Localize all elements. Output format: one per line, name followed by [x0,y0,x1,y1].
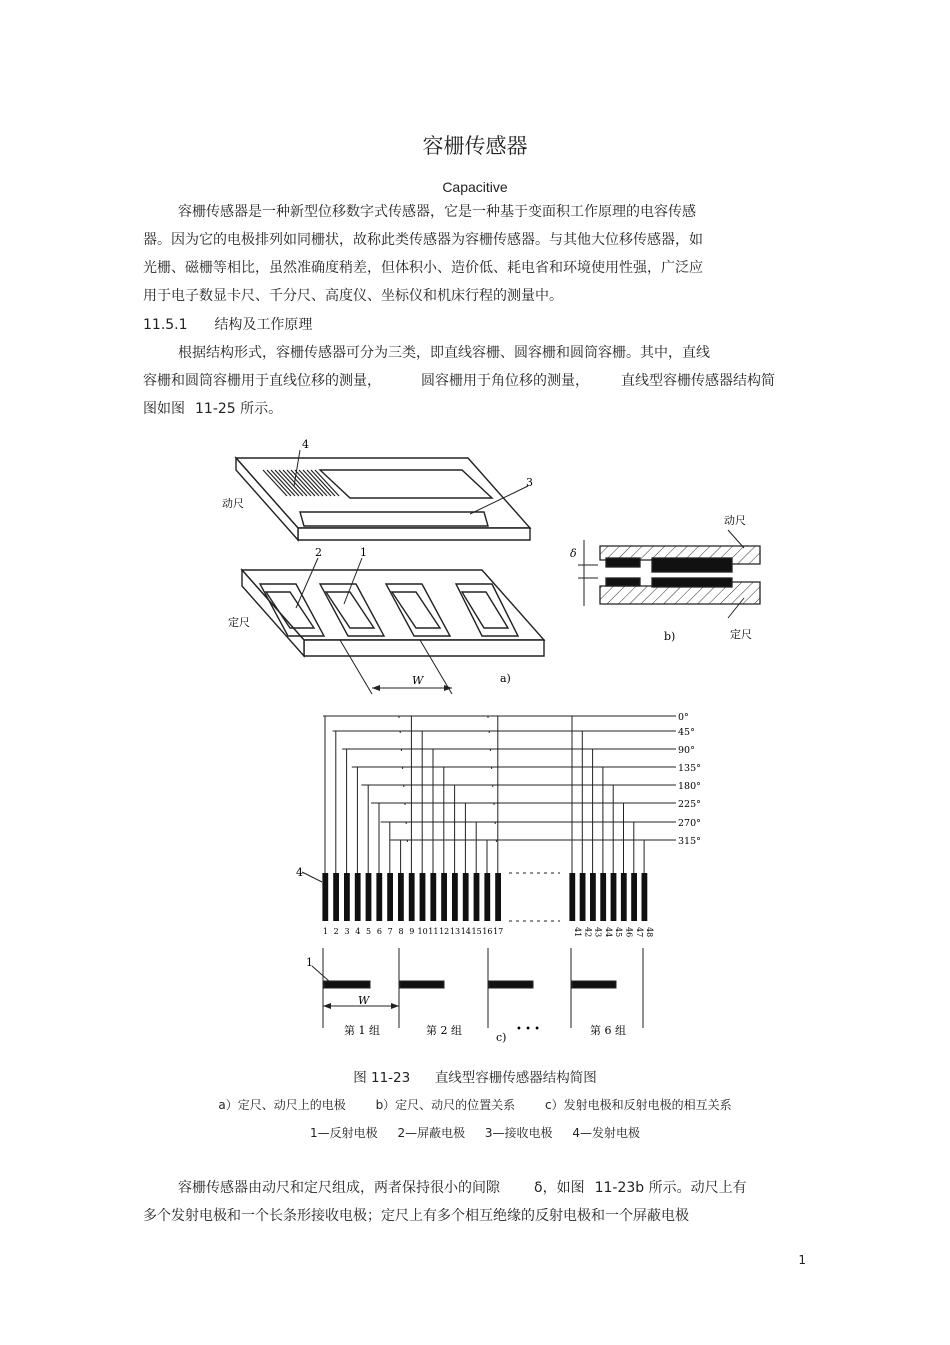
label-3-a: 3 [526,476,533,489]
legend-reflect: 1—反射电极 [309,1126,378,1140]
closing-line [143,1174,747,1202]
label-fixed-scale-b: 定尺 [730,628,752,641]
transmit-electrode [333,873,339,921]
sub-label-c: c) [496,1031,507,1044]
page-subtitle: Capacitive [442,179,508,195]
electrode-number: 44 [603,927,613,938]
phase-angle-label: 90° [678,745,695,756]
closing-line: 多个发射电极和一个长条形接收电极；定尺上有多个相互绝缘的反射电极和一个屏蔽电极 [143,1208,689,1224]
transmit-electrode-bars [322,873,647,921]
electrode-number: 12 [439,927,450,936]
label-moving-scale-b: 动尺 [724,514,746,527]
phase-angle-label: 0° [678,712,689,723]
legend-transmit: 4—发射电极 [572,1126,641,1140]
label-dots: • • • [516,1024,541,1035]
fixed-scale-diagram [242,558,544,694]
phase-wiring [323,716,676,873]
subcaption-a: a）定尺、动尺上的电极 [218,1098,346,1112]
phase-angle-labels [678,712,701,847]
closing-text: 容栅传感器由动尺和定尺组成，两者保持很小的间隙 [178,1180,500,1196]
electrode-number: 42 [583,927,593,938]
figure-subcaptions [0,1096,950,1113]
electrode-number: 48 [645,927,655,938]
electrode-number: 6 [376,927,382,936]
subcaption-b: b）定尺、动尺的位置关系 [375,1098,516,1112]
transmit-electrode [621,873,627,921]
intro-line: 用于电子数显卡尺、千分尺、高度仪、坐标仪和机床行程的测量中。 [143,288,563,304]
phase-angle-label: 225° [678,799,701,810]
label-4-a: 4 [302,438,309,451]
electrode-number: 9 [409,927,415,936]
transmit-electrode [322,873,328,921]
subcaption-c: c）发射电极和反射电极的相互关系 [545,1098,732,1112]
label-w-c: W [358,994,370,1007]
structure-line: 根据结构形式，容栅传感器可分为三类，即直线容栅、圆容栅和圆筒容栅。其中，直线 [178,345,710,361]
transmit-electrode [430,873,436,921]
electrode-number: 43 [593,927,603,938]
electrode-number: 2 [333,927,339,936]
transmit-electrode [441,873,447,921]
electrode-numbers [323,927,654,937]
structure-text: 图如图 [143,401,185,417]
label-1-c: 1 [306,956,313,969]
electrode-number: 5 [366,927,372,936]
transmit-electrode [398,873,404,921]
transmit-electrode [642,873,648,921]
structure-text: 圆容栅用于角位移的测量， [421,373,589,389]
electrode-number: 11 [428,927,439,936]
transmit-electrode [387,873,393,921]
electrode-number: 16 [482,927,493,936]
transmit-electrode [600,873,606,921]
page-title: 容栅传感器 [422,134,528,158]
transmit-electrode [355,873,361,921]
figure-caption [0,1066,950,1086]
moving-scale-diagram [236,450,530,540]
phase-angle-label: 315° [678,836,701,847]
intro-line: 光栅、磁栅等相比，虽然准确度稍差，但体积小、造价低、耗电省和环境使用性强，广泛应 [143,260,703,276]
electrode-number: 17 [493,927,504,936]
electrode-number: 41 [573,927,582,938]
electrode-number: 14 [460,927,471,936]
transmit-electrode [366,873,372,921]
sub-label-b: b) [664,630,676,643]
transmit-electrode [376,873,382,921]
closing-text: 11-23b 所示。动尺上有 [594,1180,747,1196]
figure-number: 图 11-23 [353,1070,411,1086]
transmit-electrode [452,873,458,921]
electrode-number: 3 [344,927,350,936]
phase-angle-label: 135° [678,763,701,774]
phase-angle-label: 180° [678,781,701,792]
structure-text: 容栅和圆筒容栅用于直线位移的测量， [143,373,381,389]
electrode-number: 13 [449,927,461,936]
electrode-number: 15 [471,927,482,936]
label-fixed-scale: 定尺 [228,616,250,629]
structure-text: 直线型容栅传感器结构简 [621,373,775,389]
page-number: 1 [798,1253,806,1267]
reflect-electrode-row [312,948,643,1028]
structure-text: 11-25 所示。 [195,401,283,417]
transmit-electrode [344,873,350,921]
electrode-number: 10 [417,927,428,936]
label-1-a: 1 [360,546,367,559]
phase-angle-label: 45° [678,727,695,738]
closing-paragraph [143,1174,747,1230]
electrode-number: 4 [355,927,361,936]
transmit-electrode [463,873,469,921]
sub-label-a: a) [500,672,511,685]
label-group-6: 第 6 组 [590,1024,626,1037]
electrode-number: 47 [634,927,644,938]
label-group-2: 第 2 组 [426,1024,462,1037]
label-4-c: 4 [296,866,303,879]
transmit-electrode [484,873,490,921]
transmit-electrode [409,873,415,921]
figure-title: 直线型容栅传感器结构简图 [434,1070,597,1086]
closing-text: δ，如图 [534,1180,585,1196]
legend-shield: 2—屏蔽电极 [397,1126,466,1140]
transmit-electrode [580,873,586,921]
phase-angle-label: 270° [678,818,701,829]
electrode-number: 8 [398,927,404,936]
figure-legend [0,1124,950,1141]
transmit-electrode [474,873,480,921]
electrode-number: 45 [614,927,624,938]
intro-line: 容栅传感器是一种新型位移数字式传感器，它是一种基于变面积工作原理的电容传感 [178,204,696,220]
label-w-a: W [412,674,424,687]
transmit-electrode [495,873,501,921]
section-title: 结构及工作原理 [214,317,313,333]
gap-diagram [578,530,760,618]
transmit-electrode [569,873,575,921]
electrode-number: 46 [624,927,634,938]
electrode-number: 1 [322,927,328,936]
section-number: 11.5.1 [143,317,188,333]
legend-receive: 3—接收电极 [484,1126,553,1140]
intro-line: 器。因为它的电极排列如同栅状，故称此类传感器为容栅传感器。与其他大位移传感器，如 [143,232,703,248]
transmit-electrode [611,873,617,921]
transmit-electrode [420,873,426,921]
label-delta: δ [570,547,577,560]
transmit-electrode [631,873,637,921]
electrode-number: 7 [387,927,393,936]
label-2-a: 2 [315,546,322,559]
label-group-1: 第 1 组 [344,1024,380,1037]
label-moving-scale: 动尺 [222,497,244,510]
transmit-electrode [590,873,596,921]
